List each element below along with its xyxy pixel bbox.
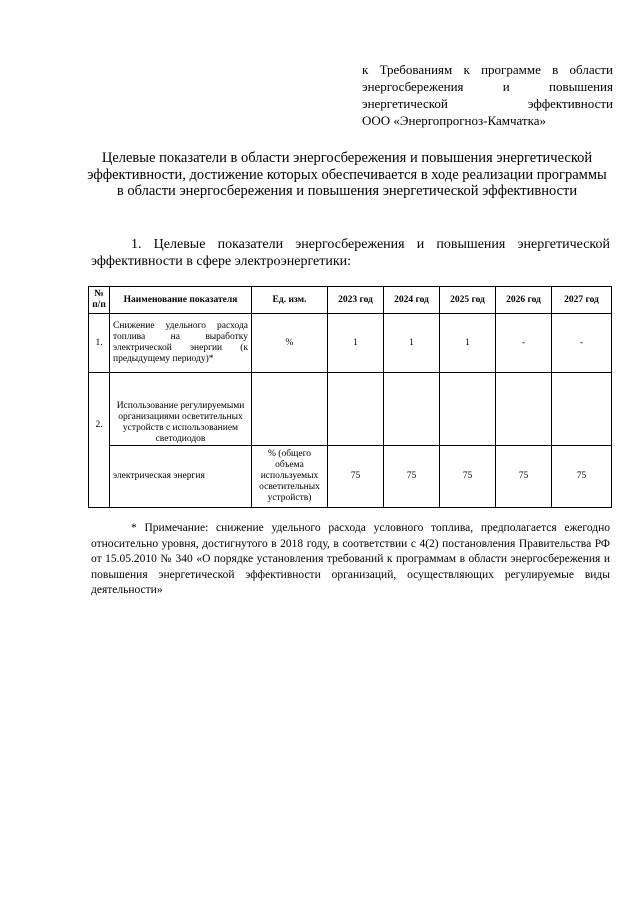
footnote: * Примечание: снижение удельного расхода условного топлива, предполагается ежегодно относительно уровня, достигнутого в 2018 году, в соответствии с 4(2) постановления Правительства РФ от 15.05.2010 № 340 «О порядке установления требований к программам в области энергосбережения и повышения энергетической эффективности организаций, осуществляющих регулируемые виды деятельности»: [91, 522, 610, 596]
row-value: 1: [328, 314, 384, 373]
row-name: Снижение удельного расхода топлива на выработку электрической энергии (к предыдущему периоду)*: [110, 314, 252, 373]
row-sub-name: электрическая энергия: [110, 446, 252, 508]
empty-cell: [328, 373, 384, 446]
row-name: Использование регулируемыми организациями осветительных устройств с использованием светодиодов: [110, 373, 252, 446]
empty-cell: [384, 373, 440, 446]
header-year: 2026 год: [496, 287, 552, 314]
header-line: энергосбережения и повышения: [362, 79, 613, 94]
header-unit: Ед. изм.: [252, 287, 328, 314]
row-value: -: [496, 314, 552, 373]
row-value: 1: [384, 314, 440, 373]
indicators-table: [88, 286, 612, 508]
header-line: энергетической эффективности: [362, 96, 613, 111]
section-heading: 1. Целевые показатели энергосбережения и повышения энергетической эффективности в сфере электроэнергетики:: [91, 237, 610, 269]
document-header: [362, 61, 613, 129]
row-num: 2.: [89, 373, 110, 508]
table-row: [89, 314, 612, 373]
row-value: 75: [552, 446, 612, 508]
header-line: к Требованиям к программе в области: [362, 62, 613, 77]
header-num: № п/п: [89, 287, 110, 314]
empty-cell: [252, 373, 328, 446]
row-value: 75: [496, 446, 552, 508]
header-line: ООО «Энергопрогноз-Камчатка»: [362, 113, 546, 128]
row-sub-unit: % (общего объема используемых осветительных устройств): [252, 446, 328, 508]
row-value: 75: [440, 446, 496, 508]
header-year: 2025 год: [440, 287, 496, 314]
empty-cell: [496, 373, 552, 446]
row-num: 1.: [89, 314, 110, 373]
row-value: 75: [328, 446, 384, 508]
document-title: Целевые показатели в области энергосбережения и повышения энергетической эффективности, достижение которых обеспечивается в ходе реализации программы в области энергосбережения и повышения энергетической эффективности: [87, 150, 607, 199]
empty-cell: [552, 373, 612, 446]
table-row: [89, 373, 612, 446]
table-header-row: [89, 287, 612, 314]
header-year: 2024 год: [384, 287, 440, 314]
empty-cell: [440, 373, 496, 446]
row-unit: %: [252, 314, 328, 373]
row-value: -: [552, 314, 612, 373]
header-year: 2023 год: [328, 287, 384, 314]
header-name: Наименование показателя: [110, 287, 252, 314]
row-value: 75: [384, 446, 440, 508]
table-row: [89, 446, 612, 508]
row-value: 1: [440, 314, 496, 373]
header-year: 2027 год: [552, 287, 612, 314]
